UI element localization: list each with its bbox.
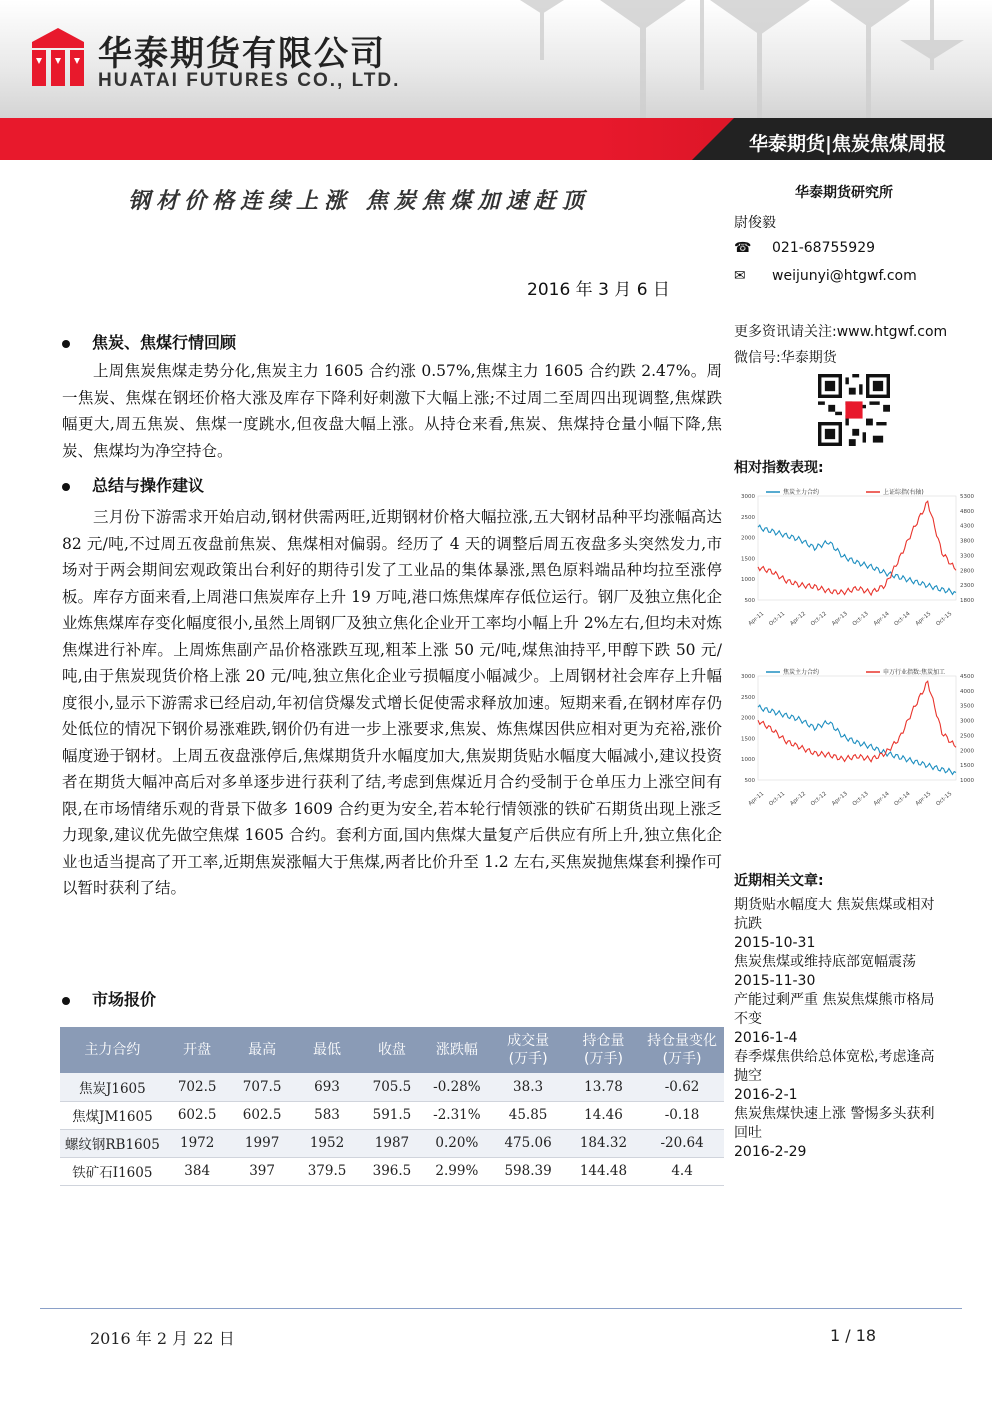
section-heading-text: 焦炭、焦煤行情回顾: [92, 333, 237, 352]
x-tick-label: Apr-14: [872, 610, 891, 628]
table-cell: 1997: [230, 1129, 295, 1157]
table-cell: 4.4: [640, 1157, 724, 1185]
table-header-cell: 持仓量变化 (万手): [640, 1027, 724, 1073]
y-right-tick-label: 1000: [960, 778, 974, 784]
y-right-tick-label: 5300: [960, 494, 974, 500]
y-right-tick-label: 2300: [960, 583, 974, 590]
table-cell: -0.28%: [424, 1073, 489, 1101]
header-banner: [0, 0, 992, 118]
x-tick-label: Oct-14: [893, 610, 912, 628]
table-cell: -20.64: [640, 1129, 724, 1157]
table-cell: 0.20%: [424, 1129, 489, 1157]
y-left-tick-label: 3000: [741, 674, 755, 680]
y-left-tick-label: 2000: [741, 535, 755, 542]
table-cell: 45.85: [489, 1101, 567, 1129]
table-cell: 螺纹钢RB1605: [60, 1129, 165, 1157]
x-tick-label: Apr-14: [872, 790, 891, 808]
table-cell: 384: [165, 1157, 230, 1185]
article-date: 2015-10-31: [734, 935, 816, 951]
legend-label: 焦炭主力合约: [783, 669, 820, 676]
section-heading-review: [62, 330, 236, 353]
x-tick-label: Oct-13: [851, 790, 870, 808]
y-right-tick-label: 3000: [960, 718, 974, 725]
phone-row: [734, 240, 964, 256]
y-left-tick-label: 1000: [741, 757, 755, 764]
x-tick-label: Oct-11: [768, 790, 787, 808]
table-cell: 475.06: [489, 1129, 567, 1157]
table-cell: -0.62: [640, 1073, 724, 1101]
y-right-tick-label: 2500: [960, 733, 974, 740]
series-line-1: [758, 705, 956, 774]
more-info-link[interactable]: 更多资讯请关注:www.htgwf.com: [734, 324, 948, 340]
table-row: [60, 1101, 724, 1129]
article-title-link[interactable]: 春季煤焦供给总体宽松,考虑逢高抛空: [734, 1049, 935, 1084]
legend-label: 申万行业指数:焦炭加工: [883, 669, 946, 676]
table-cell: 38.3: [489, 1073, 567, 1101]
x-tick-label: Oct-14: [893, 790, 912, 808]
table-cell: -0.18: [640, 1101, 724, 1129]
phone-icon: ☎: [734, 240, 752, 256]
qr-code-icon: [818, 374, 890, 446]
article-date: 2016-2-1: [734, 1087, 798, 1103]
x-tick-label: Oct-12: [809, 790, 828, 808]
plot-area: [758, 676, 956, 780]
section-heading-text: 市场报价: [92, 990, 157, 1009]
section-heading-quotes: [62, 987, 156, 1010]
index-performance-label: 相对指数表现:: [734, 460, 824, 476]
report-date: 2016 年 3 月 6 日: [527, 280, 670, 300]
y-right-tick-label: 4800: [960, 508, 974, 515]
y-left-tick-label: 2500: [741, 514, 755, 521]
x-tick-label: Apr-13: [831, 790, 849, 808]
x-tick-label: Apr-13: [831, 610, 849, 628]
table-cell: 铁矿石I1605: [60, 1157, 165, 1185]
related-articles-list: [734, 896, 944, 1162]
table-row: [60, 1157, 724, 1185]
table-cell: -2.31%: [424, 1101, 489, 1129]
table-cell: 184.32: [567, 1129, 640, 1157]
market-quote-table: [60, 1027, 724, 1186]
y-right-tick-label: 3300: [960, 553, 974, 560]
table-cell: 598.39: [489, 1157, 567, 1185]
table-cell: 707.5: [230, 1073, 295, 1101]
report-type-tag: 华泰期货|焦炭焦煤周报: [749, 133, 946, 155]
table-row: [60, 1073, 724, 1101]
table-header-row: [60, 1027, 724, 1073]
company-logo-icon: [32, 28, 84, 88]
table-cell: 焦炭J1605: [60, 1073, 165, 1101]
y-left-tick-label: 2500: [741, 694, 755, 701]
y-left-tick-label: 1500: [741, 556, 755, 563]
table-cell: 583: [295, 1101, 360, 1129]
table-cell: 705.5: [359, 1073, 424, 1101]
x-tick-label: Apr-11: [747, 610, 766, 628]
related-articles-label: 近期相关文章:: [734, 873, 824, 889]
x-tick-label: Apr-12: [789, 790, 808, 808]
table-header-cell: 开盘: [165, 1027, 230, 1073]
x-tick-label: Apr-12: [789, 610, 808, 628]
y-right-tick-label: 4000: [960, 688, 974, 695]
series-line-1: [758, 525, 956, 594]
y-left-tick-label: 2000: [741, 715, 755, 722]
plot-area: [758, 496, 956, 600]
legend-label: 焦炭主力合约: [783, 489, 820, 496]
email-icon: ✉: [734, 268, 746, 284]
email-row: [734, 268, 964, 284]
bullet-icon: [62, 997, 70, 1005]
table-header-cell: 最低: [295, 1027, 360, 1073]
table-header-cell: 持仓量 (万手): [567, 1027, 640, 1073]
relative-index-chart-2: [734, 662, 984, 822]
y-right-tick-label: 4300: [960, 523, 974, 530]
series-line-2: [758, 681, 956, 762]
x-tick-label: Apr-11: [747, 790, 766, 808]
table-header-cell: 最高: [230, 1027, 295, 1073]
table-cell: 焦煤JM1605: [60, 1101, 165, 1129]
x-tick-label: Oct-12: [809, 610, 828, 628]
footer-divider: [40, 1308, 962, 1309]
bullet-icon: [62, 483, 70, 491]
article-date: 2016-1-4: [734, 1030, 798, 1046]
table-cell: 693: [295, 1073, 360, 1101]
footer-date: 2016 年 2 月 22 日: [90, 1329, 235, 1348]
section-heading-summary: [62, 473, 204, 496]
company-name-en: HUATAI FUTURES CO., LTD.: [98, 70, 401, 91]
table-cell: 396.5: [359, 1157, 424, 1185]
article-title-link[interactable]: 焦炭焦煤快速上涨 警惕多头获利回吐: [734, 1106, 935, 1141]
table-cell: 1972: [165, 1129, 230, 1157]
y-right-tick-label: 2000: [960, 748, 974, 755]
table-cell: 591.5: [359, 1101, 424, 1129]
x-tick-label: Oct-15: [935, 790, 954, 808]
table-cell: 1952: [295, 1129, 360, 1157]
legend-label: 上证综指(右轴): [883, 489, 924, 496]
section-heading-text: 总结与操作建议: [92, 476, 205, 495]
summary-paragraph: 三月份下游需求开始启动,钢材供需两旺,近期钢材价格大幅拉涨,五大钢材品种平均涨幅高达 82 元/吨,不过周五夜盘前焦炭、焦煤相对偏弱。经历了 4 天的调整后周五夜盘多头突然发力,市场对于两会期间宏观政策出台利好的期待引发了工业品的集体暴涨,黑色原料端品种均拉至涨停板。库存方面来看,上周港口焦炭库存上升 19 万吨,港口炼焦煤库存低位运行。钢厂及独立焦化企业炼焦煤库存变化幅度很小,虽然上周钢厂及独立焦化企业开工率均小幅上升 2%左右,但均未对炼焦煤进行补库。上周炼焦副产品价格涨跌互现,粗苯上涨 50 元/吨,煤焦油持平,甲醇下跌 50 元/吨,由于焦炭现货价格上涨 20 元/吨,独立焦化企业亏损幅度小幅减少。上周钢材社会库存上升幅度很小,显示下游需求已经启动,年初信贷爆发式增长促使需求释放加速。短期来看,在钢材库存仍处低位的情况下钢价易涨难跌,钢价仍有进一步上涨要求,焦炭、炼焦煤因供应相对更为充裕,涨价幅度逊于钢材。上周五夜盘涨停后,焦煤期货升水幅度加大,焦炭期货贴水幅度大幅减小,建议投资者在期货大幅冲高后对多单逐步进行获利了结,考虑到焦煤近月合约受制于仓单压力上涨空间有限,在市场情绪乐观的背景下做多 1609 合约更为安全,若本轮行情领涨的铁矿石期货出现上涨乏力现象,建议优先做空焦煤 1605 合约。套利方面,国内焦煤大量复产后供应有所上升,独立焦化企业也适当提高了开工率,近期焦炭涨幅大于焦煤,两者比价升至 1.2 左右,买焦炭抛焦煤套利操作可以暂时获利了结。: [62, 508, 722, 897]
y-right-tick-label: 3500: [960, 703, 974, 710]
table-cell: 379.5: [295, 1157, 360, 1185]
table-cell: 397: [230, 1157, 295, 1185]
phone-number: 021-68755929: [772, 240, 876, 256]
table-header-cell: 收盘: [359, 1027, 424, 1073]
report-title: 钢材价格连续上涨 焦炭焦煤加速赶顶: [128, 188, 590, 214]
article-date: 2015-11-30: [734, 973, 816, 989]
company-name-cn: 华泰期货有限公司: [98, 34, 386, 74]
table-header-cell: 成交量 (万手): [489, 1027, 567, 1073]
table-header-cell: 主力合约: [60, 1027, 165, 1073]
y-right-tick-label: 3800: [960, 538, 974, 545]
bullet-icon: [62, 340, 70, 348]
table-cell: 1987: [359, 1129, 424, 1157]
y-left-tick-label: 500: [744, 778, 755, 784]
y-left-tick-label: 1000: [741, 577, 755, 584]
table-cell: 2.99%: [424, 1157, 489, 1185]
table-row: [60, 1129, 724, 1157]
x-tick-label: Apr-15: [914, 610, 933, 628]
y-right-tick-label: 1800: [960, 598, 974, 604]
y-right-tick-label: 1500: [960, 763, 974, 770]
analyst-name: 尉俊毅: [734, 215, 776, 231]
x-tick-label: Oct-15: [935, 610, 954, 628]
table-cell: 13.78: [567, 1073, 640, 1101]
y-left-tick-label: 1500: [741, 736, 755, 743]
table-cell: 602.5: [165, 1101, 230, 1129]
wechat-id: 微信号:华泰期货: [734, 350, 837, 366]
y-right-tick-label: 4500: [960, 674, 974, 680]
y-left-tick-label: 500: [744, 598, 755, 604]
y-right-tick-label: 2800: [960, 568, 974, 575]
x-tick-label: Oct-11: [768, 610, 787, 628]
x-tick-label: Oct-13: [851, 610, 870, 628]
table-cell: 14.46: [567, 1101, 640, 1129]
table-cell: 602.5: [230, 1101, 295, 1129]
table-cell: 702.5: [165, 1073, 230, 1101]
x-tick-label: Apr-15: [914, 790, 933, 808]
review-paragraph: 上周焦炭焦煤走势分化,焦炭主力 1605 合约涨 0.57%,焦煤主力 1605 合约跌 2.47%。周一焦炭、焦煤在钢坯价格大涨及库存下降利好刺激下大幅上涨;不过周二至周四出现调整,焦煤跌幅更大,周五焦炭、焦煤一度跳水,但夜盘大幅上涨。从持仓来看,焦炭、焦煤持仓量小幅下降,焦炭、焦煤均为净空持仓。: [62, 362, 722, 460]
table-cell: 144.48: [567, 1157, 640, 1185]
article-date: 2016-2-29: [734, 1144, 807, 1160]
table-body: [60, 1073, 724, 1185]
y-left-tick-label: 3000: [741, 494, 755, 500]
series-line-2: [758, 501, 956, 595]
page-number: 1 / 18: [830, 1326, 877, 1345]
article-title-link[interactable]: 焦炭焦煤或维持底部宽幅震荡: [734, 954, 916, 970]
institute-name: 华泰期货研究所: [795, 185, 893, 201]
article-title-link[interactable]: 期货贴水幅度大 焦炭焦煤或相对抗跌: [734, 897, 935, 932]
email-address[interactable]: weijunyi@htgwf.com: [772, 268, 917, 284]
relative-index-chart-1: [734, 482, 984, 642]
article-title-link[interactable]: 产能过剩严重 焦炭焦煤熊市格局不变: [734, 992, 935, 1027]
table-header-cell: 涨跌幅: [424, 1027, 489, 1073]
